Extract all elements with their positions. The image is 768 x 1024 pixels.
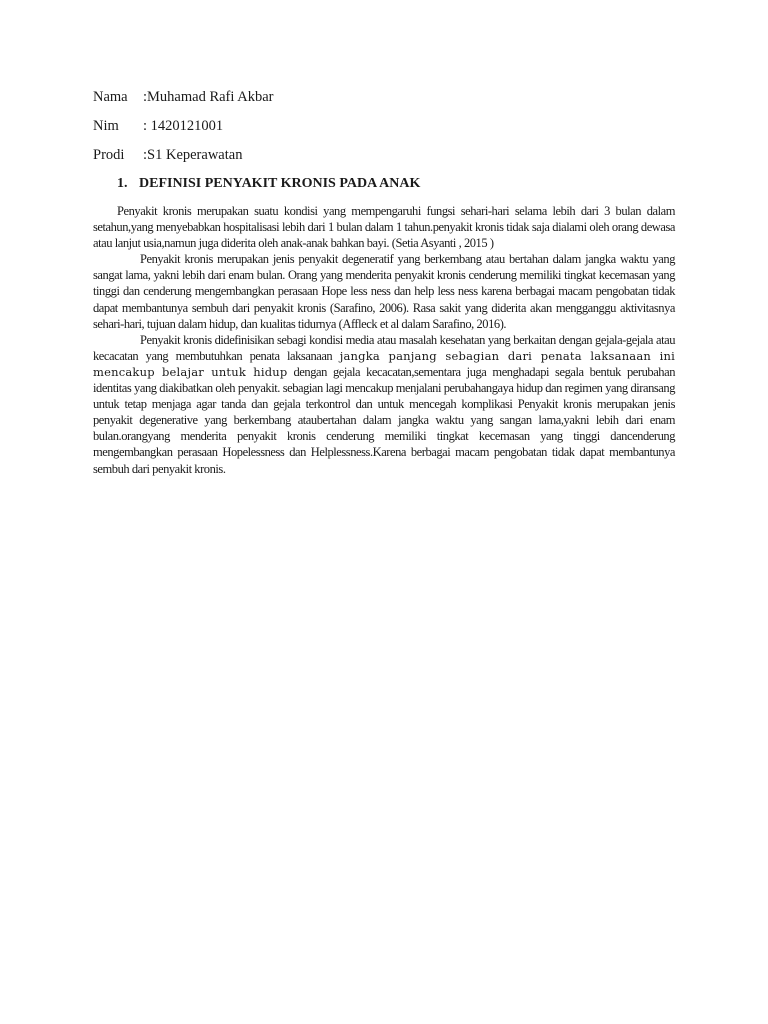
prodi-label: Prodi [93,147,125,163]
nama-label: Nama [93,89,128,105]
prodi-value: :S1 Keperawatan [143,147,243,163]
body-text [93,203,675,477]
nim-row [93,117,224,135]
nim-value: : 1420121001 [143,118,224,134]
nim-label: Nim [93,118,119,134]
paragraph-3-part-a: Penyakit kronis didefinisikan sebagi kondisi media atau masalah kesehatan yang berkaitan dengan gejala-gejala atau kecacatan yang membutuhkan penata laksanaan [93,332,675,363]
nama-row [93,88,274,106]
section-number: 1. [117,176,128,191]
prodi-row [93,146,243,164]
paragraph-3 [93,332,675,477]
paragraph-3-part-c: dengan gejala kecacatan,sementara juga menghadapi segala bentuk perubahan identitas yang diakibatkan oleh penyakit. sebagian lagi mencakup menjalani perubahangaya hidup dan regimen yang diransang untuk tetap menjaga agar tanda dan gejala terkontrol dan untuk mencegah komplikasi Penyakit kronis merupakan jenis penyakit degenerative yang berkembang ataubertahan dalam jangka waktu yang sangan lama,yakni lebih dari enam bulan.orangyang menderita penyakit kronis cenderung memiliki tingkat kecemasan yang tinggi dancenderung mengembangkan perasaan Hopelessness dan Helplessness.Karena berbagai macam pengobatan tidak dapat membantunya sembuh dari penyakit kronis. [93,364,675,476]
paragraph-2: Penyakit kronis merupakan jenis penyakit degeneratif yang berkembang atau bertahan dalam jangka waktu yang sangat lama, yakni lebih dari enam bulan. Orang yang menderita penyakit kronis cenderung memiliki tingkat kecemasan yang tinggi dan cenderung mengembangkan perasaan Hope less ness dan help less ness karena berbagai macam pengobatan tidak dapat membantunya sembuh dari penyakit kronis (Sarafino, 2006). Rasa sakit yang diderita akan mengganggu aktivitasnya sehari-hari, tujuan dalam hidup, dan kualitas tidurnya (Affleck et al dalam Sarafino, 2016). [93,252,675,331]
nama-value: :Muhamad Rafi Akbar [143,89,274,105]
section-heading [117,175,420,193]
paragraph-3-part-b: jangka panjang sebagian dari penata laksanaan ini mencakup belajar untuk hidup [93,348,676,379]
section-title: DEFINISI PENYAKIT KRONIS PADA ANAK [139,176,421,191]
paragraph-1: Penyakit kronis merupakan suatu kondisi yang mempengaruhi fungsi sehari-hari selama lebih dari 3 bulan dalam setahun,yang menyebabkan hospitalisasi lebih dari 1 bulan dalam 1 tahun.penyakit kronis tidak saja dialami oleh orang dewasa atau lanjut usia,namun juga diderita oleh anak-anak bahkan bayi. (Setia Asyanti , 2015 ) [93,204,675,251]
